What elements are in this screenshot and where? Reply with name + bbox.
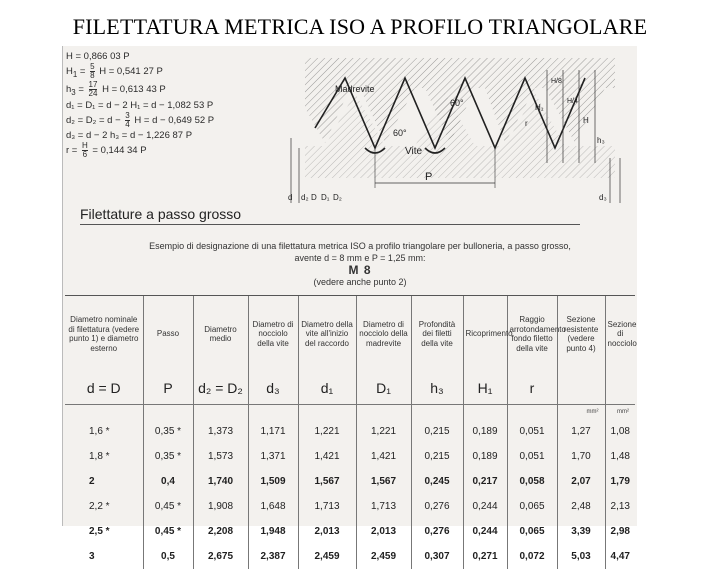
formula-d1: d₁ = D₁ = d − 2 H₁ = d − 1,082 53 P xyxy=(66,99,214,111)
label-h3: h₃ xyxy=(597,136,605,145)
table-cell: 1,48 xyxy=(605,444,635,469)
table-cell: 0,35 * xyxy=(143,419,193,444)
table-cell: 0,051 xyxy=(507,444,557,469)
table-cell: 2,98 xyxy=(605,519,635,544)
column-symbol xyxy=(605,372,635,405)
table-cell: 2,07 xyxy=(557,469,605,494)
column-unit xyxy=(248,405,298,420)
table-cell: 0,5 xyxy=(143,544,193,569)
table-cell: 1,573 xyxy=(193,444,248,469)
table-cell: 2,013 xyxy=(356,519,411,544)
column-symbol: D₁ xyxy=(356,372,411,405)
column-symbol: H₁ xyxy=(463,372,507,405)
table-cell: 1,371 xyxy=(248,444,298,469)
table-cell: 2,013 xyxy=(298,519,356,544)
label-r: r xyxy=(525,119,528,128)
heading-divider xyxy=(80,224,580,225)
column-header: Diametro nominale di filettatura (vedere punto 1) e diametro esterno xyxy=(68,315,140,353)
table-cell: 0,244 xyxy=(463,519,507,544)
table-cell: 0,215 xyxy=(411,419,463,444)
label-H4: H/4 xyxy=(567,98,578,105)
formula-h3-rhs: H = 0,613 43 P xyxy=(102,83,166,95)
column-symbol xyxy=(557,372,605,405)
column-header: Ricoprimento xyxy=(463,296,507,372)
formula-r-fraction xyxy=(82,142,88,159)
table-cell: 1,373 xyxy=(193,419,248,444)
label-D2: D₂ xyxy=(333,193,342,202)
table-cell: 0,072 xyxy=(507,544,557,569)
table-row xyxy=(65,469,635,494)
table-body xyxy=(65,372,635,569)
table-cell: 1,421 xyxy=(298,444,356,469)
example-note: (vedere anche punto 2) xyxy=(313,277,407,287)
table-cell: 0,244 xyxy=(463,494,507,519)
label-H1: H₁ xyxy=(535,103,544,112)
table-cell: 0,189 xyxy=(463,444,507,469)
table-row xyxy=(65,494,635,519)
table-cell: 2,13 xyxy=(605,494,635,519)
label-d: d xyxy=(288,193,293,202)
example-code: M 8 xyxy=(348,263,372,277)
formula-r-num: H xyxy=(82,140,88,150)
table-cell: 0,4 xyxy=(143,469,193,494)
table-cell: 4,47 xyxy=(605,544,635,569)
table-cell: 1,713 xyxy=(356,494,411,519)
column-unit xyxy=(507,405,557,420)
label-angle-mid: 60° xyxy=(393,128,407,138)
table-cell: 2,48 xyxy=(557,494,605,519)
table-cell: 2,208 xyxy=(193,519,248,544)
formula-H1-fraction xyxy=(90,63,94,80)
table-cell: 1,171 xyxy=(248,419,298,444)
table-cell: 1,948 xyxy=(248,519,298,544)
table-cell: 1,567 xyxy=(298,469,356,494)
column-unit xyxy=(356,405,411,420)
label-D: D xyxy=(311,193,317,202)
column-header: Diametro di nocciolo della vite xyxy=(248,296,298,372)
table-cell: 2,5 * xyxy=(89,526,110,537)
column-unit: mm² xyxy=(557,405,605,420)
coarse-pitch-table xyxy=(65,296,635,569)
formula-h3-eq: = xyxy=(78,83,84,95)
label-madrevite: Madrevite xyxy=(335,84,375,94)
formula-H1-eq: = xyxy=(79,66,86,78)
formula-r-rhs: = 0,144 34 P xyxy=(92,144,147,156)
formula-H: H = 0,866 03 P xyxy=(66,51,130,62)
label-d3: d₃ xyxy=(599,193,607,202)
table-cell: 1,27 xyxy=(557,419,605,444)
units-row xyxy=(65,405,635,420)
column-unit xyxy=(65,405,143,420)
table-cell: 2,459 xyxy=(356,544,411,569)
column-symbol: h₃ xyxy=(411,372,463,405)
table-header-row xyxy=(65,296,635,372)
label-H8: H/8 xyxy=(551,78,562,85)
column-header: Sezione di nocciolo xyxy=(605,296,635,372)
column-unit xyxy=(298,405,356,420)
label-angle-top: 60° xyxy=(450,98,464,108)
label-D1: D₁ xyxy=(321,193,330,202)
table-cell: 0,058 xyxy=(507,469,557,494)
formula-r-den: 6 xyxy=(82,149,88,159)
table-cell: 1,740 xyxy=(193,469,248,494)
formula-d2-lhs: d₂ = D₂ = d − xyxy=(66,114,121,126)
formula-h3-num: 17 xyxy=(88,79,98,89)
thread-formulas xyxy=(66,50,281,159)
column-header: Diametro di nocciolo della madrevite xyxy=(356,296,411,372)
column-unit xyxy=(193,405,248,420)
example-line-2: avente d = 8 mm e P = 1,25 mm: xyxy=(294,253,426,263)
table-row xyxy=(65,544,635,569)
formula-r xyxy=(66,142,281,159)
formula-H1-den: 8 xyxy=(90,71,95,80)
formula-d2-den: 4 xyxy=(125,119,130,129)
designation-example xyxy=(110,240,610,288)
table-cell: 0,245 xyxy=(411,469,463,494)
formula-d2-fraction xyxy=(125,112,129,129)
table-cell: 0,051 xyxy=(507,419,557,444)
table-cell: 0,217 xyxy=(463,469,507,494)
table-cell: 1,79 xyxy=(605,469,635,494)
table-cell: 0,065 xyxy=(507,519,557,544)
formula-h3-fraction xyxy=(89,81,98,98)
column-unit: mm² xyxy=(605,405,635,420)
page-title: FILETTATURA METRICA ISO A PROFILO TRIANGOLARE xyxy=(72,14,648,39)
table-cell: 1,509 xyxy=(248,469,298,494)
table-cell: 0,271 xyxy=(463,544,507,569)
column-symbol: P xyxy=(143,372,193,405)
formula-h3-lhs: h xyxy=(66,83,72,95)
formula-d2-rhs: H = d − 0,649 52 P xyxy=(134,114,215,126)
table-cell: 0,276 xyxy=(411,494,463,519)
example-line-1: Esempio di designazione di una filettatura metrica ISO a profilo triangolare per bulloneria, a passo grosso, xyxy=(149,241,571,251)
table-cell: 2,459 xyxy=(298,544,356,569)
column-header: Diametro medio xyxy=(193,296,248,372)
table-row xyxy=(65,444,635,469)
column-header: Passo xyxy=(143,296,193,372)
formula-h3 xyxy=(66,81,281,99)
table-cell: 2,675 xyxy=(193,544,248,569)
table-cell: 0,35 * xyxy=(143,444,193,469)
column-symbol: d = D xyxy=(65,372,143,405)
section-heading: Filettature a passo grosso xyxy=(80,206,242,222)
table-cell: 2 xyxy=(89,476,95,487)
table-cell: 1,6 * xyxy=(89,426,110,437)
table-cell: 3 xyxy=(89,551,95,562)
formula-d2-num: 3 xyxy=(125,110,130,120)
column-header: Profondità dei filetti della vite xyxy=(411,296,463,372)
column-symbol: d₂ = D₂ xyxy=(193,372,248,405)
table-cell: 0,215 xyxy=(411,444,463,469)
table-row xyxy=(65,519,635,544)
table-cell: 1,70 xyxy=(557,444,605,469)
table-cell: 0,276 xyxy=(411,519,463,544)
table-cell: 5,03 xyxy=(557,544,605,569)
column-unit xyxy=(411,405,463,420)
column-symbol: r xyxy=(507,372,557,405)
table-row xyxy=(65,419,635,444)
formula-H1-lhs: H xyxy=(66,66,73,78)
table-cell: 0,065 xyxy=(507,494,557,519)
column-header: Raggio arrotondamento fondo filetto della vite xyxy=(507,296,557,372)
formula-d2 xyxy=(66,112,281,129)
table-cell: 1,421 xyxy=(356,444,411,469)
table-cell: 1,08 xyxy=(605,419,635,444)
formula-H1-num: 5 xyxy=(90,62,95,71)
table-cell: 1,648 xyxy=(248,494,298,519)
table-cell: 2,387 xyxy=(248,544,298,569)
formula-H1-rhs: H = 0,541 27 P xyxy=(99,66,163,78)
formula-d3: d₃ = d − 2 h₃ = d − 1,226 87 P xyxy=(66,129,193,141)
table-cell: 2,2 * xyxy=(89,501,110,512)
table-cell: 1,8 * xyxy=(89,451,110,462)
column-header: Sezione resistente (vedere punto 4) xyxy=(557,296,605,372)
label-vite: Vite xyxy=(405,146,423,157)
table-cell: 0,45 * xyxy=(143,519,193,544)
table-cell: 1,713 xyxy=(298,494,356,519)
table-cell: 1,908 xyxy=(193,494,248,519)
column-unit xyxy=(143,405,193,420)
column-symbol: d₃ xyxy=(248,372,298,405)
table-cell: 1,221 xyxy=(298,419,356,444)
formula-H1-sub: 1 xyxy=(72,69,78,79)
formula-r-lhs: r = xyxy=(66,144,78,156)
thread-profile-diagram xyxy=(285,48,630,203)
table-cell: 0,189 xyxy=(463,419,507,444)
table-cell: 1,221 xyxy=(356,419,411,444)
column-symbol: d₁ xyxy=(298,372,356,405)
formula-H1 xyxy=(66,63,281,81)
table-cell: 0,45 * xyxy=(143,494,193,519)
table-cell: 0,307 xyxy=(411,544,463,569)
formula-h3-den: 24 xyxy=(88,88,98,98)
label-pitch: P xyxy=(425,171,433,183)
table-cell: 3,39 xyxy=(557,519,605,544)
table-cell: 1,567 xyxy=(356,469,411,494)
column-header: Diametro della vite all'inizio del raccordo xyxy=(298,296,356,372)
column-unit xyxy=(463,405,507,420)
label-d2: d₂ xyxy=(301,193,309,202)
symbol-row xyxy=(65,372,635,405)
label-H: H xyxy=(583,116,589,125)
formula-h3-sub: 3 xyxy=(71,87,76,97)
